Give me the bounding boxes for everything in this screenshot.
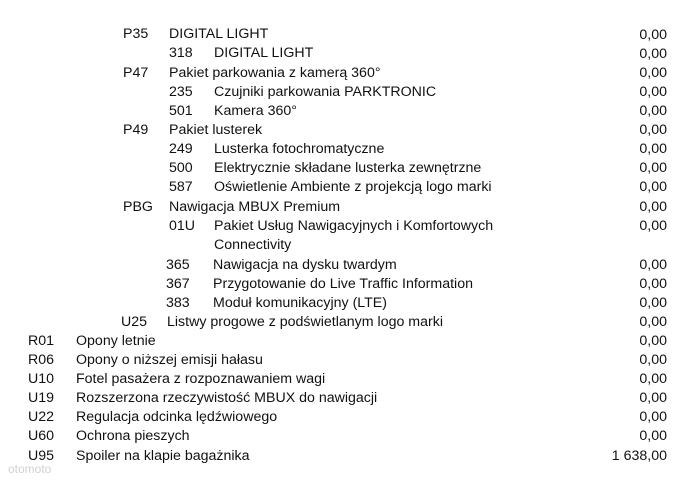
option-code: P49 bbox=[123, 122, 149, 138]
option-description: Nawigacja MBUX Premium bbox=[169, 199, 341, 215]
option-description: Fotel pasażera z rozpoznawaniem wagi bbox=[76, 371, 326, 387]
list-item bbox=[0, 256, 698, 275]
option-code: 383 bbox=[166, 295, 190, 311]
list-item bbox=[0, 408, 698, 427]
list-item bbox=[0, 389, 698, 408]
option-code: 501 bbox=[169, 103, 193, 119]
list-item bbox=[0, 370, 698, 389]
option-price: 0,00 bbox=[639, 27, 667, 43]
list-item bbox=[0, 121, 698, 140]
option-description: Czujniki parkowania PARKTRONIC bbox=[214, 84, 437, 100]
option-description: Ochrona pieszych bbox=[76, 428, 190, 444]
option-price: 0,00 bbox=[639, 65, 667, 81]
list-item bbox=[0, 351, 698, 370]
list-item bbox=[0, 140, 698, 159]
option-price: 0,00 bbox=[639, 218, 667, 234]
option-description: Oświetlenie Ambiente z projekcją logo marki bbox=[214, 179, 492, 195]
option-price: 0,00 bbox=[639, 276, 667, 292]
option-code: 587 bbox=[169, 179, 193, 195]
option-code: P35 bbox=[123, 26, 149, 42]
option-description: Kamera 360° bbox=[214, 103, 297, 119]
list-item bbox=[0, 332, 698, 351]
list-item bbox=[0, 294, 698, 313]
option-description: Nawigacja na dysku twardym bbox=[213, 257, 397, 273]
option-code: 249 bbox=[169, 141, 193, 157]
list-item bbox=[0, 217, 698, 255]
option-price: 0,00 bbox=[639, 352, 667, 368]
option-description: Rozszerzona rzeczywistość MBUX do nawigacji bbox=[76, 390, 378, 406]
option-code: PBG bbox=[123, 199, 153, 215]
option-code: R01 bbox=[28, 333, 55, 349]
option-price: 0,00 bbox=[639, 428, 667, 444]
list-item bbox=[0, 64, 698, 83]
option-price: 0,00 bbox=[639, 409, 667, 425]
option-price: 0,00 bbox=[639, 141, 667, 157]
option-price: 0,00 bbox=[639, 160, 667, 176]
option-price: 0,00 bbox=[639, 179, 667, 195]
option-code: R06 bbox=[28, 352, 55, 368]
option-code: 235 bbox=[169, 84, 193, 100]
list-item bbox=[0, 198, 698, 217]
option-price: 0,00 bbox=[639, 257, 667, 273]
option-code: U95 bbox=[28, 448, 55, 464]
list-item bbox=[0, 44, 698, 63]
list-item bbox=[0, 178, 698, 197]
option-code: U60 bbox=[28, 428, 55, 444]
option-description: Pakiet parkowania z kamerą 360° bbox=[169, 65, 381, 81]
option-price: 0,00 bbox=[639, 199, 667, 215]
option-description: Opony letnie bbox=[76, 333, 156, 349]
option-price: 0,00 bbox=[639, 390, 667, 406]
option-code: 318 bbox=[169, 45, 193, 61]
list-item bbox=[0, 447, 698, 466]
option-price: 0,00 bbox=[639, 371, 667, 387]
option-description: DIGITAL LIGHT bbox=[214, 45, 314, 61]
option-price: 0,00 bbox=[639, 295, 667, 311]
option-price: 0,00 bbox=[639, 46, 667, 62]
option-price: 1 638,00 bbox=[611, 448, 667, 464]
option-code: U10 bbox=[28, 371, 55, 387]
option-code: 365 bbox=[166, 257, 190, 273]
list-item bbox=[0, 427, 698, 446]
option-price: 0,00 bbox=[639, 314, 667, 330]
option-description: Przygotowanie do Live Traffic Information bbox=[213, 276, 473, 292]
option-code: 500 bbox=[169, 160, 193, 176]
list-item bbox=[0, 159, 698, 178]
option-code: U22 bbox=[28, 409, 55, 425]
option-description: Listwy progowe z podświetlanym logo marki bbox=[167, 314, 443, 330]
option-code: U25 bbox=[121, 314, 148, 330]
option-description: Elektrycznie składane lusterka zewnętrzne bbox=[214, 160, 482, 176]
list-item bbox=[0, 275, 698, 294]
option-description: Opony o niższej emisji hałasu bbox=[76, 352, 263, 368]
option-price: 0,00 bbox=[639, 122, 667, 138]
option-price: 0,00 bbox=[639, 333, 667, 349]
watermark-text: otomoto bbox=[8, 462, 52, 476]
list-item bbox=[0, 102, 698, 121]
option-description: Pakiet lusterek bbox=[169, 122, 263, 138]
option-description-line1: Pakiet Usług Nawigacyjnych i Komfortowych bbox=[214, 218, 494, 234]
option-description: Regulacja odcinka lędźwiowego bbox=[76, 409, 278, 425]
option-description-line2: Connectivity bbox=[214, 237, 292, 253]
option-description: Moduł komunikacyjny (LTE) bbox=[213, 295, 387, 311]
option-description: DIGITAL LIGHT bbox=[169, 26, 269, 42]
option-code: P47 bbox=[123, 65, 149, 81]
list-item bbox=[0, 25, 698, 44]
list-item bbox=[0, 83, 698, 102]
list-item bbox=[0, 313, 698, 332]
option-description: Lusterka fotochromatyczne bbox=[214, 141, 385, 157]
option-price: 0,00 bbox=[639, 84, 667, 100]
option-code: 01U bbox=[169, 218, 196, 234]
option-code: U19 bbox=[28, 390, 55, 406]
option-price: 0,00 bbox=[639, 103, 667, 119]
option-description: Spoiler na klapie bagażnika bbox=[76, 448, 250, 464]
option-code: 367 bbox=[166, 276, 190, 292]
